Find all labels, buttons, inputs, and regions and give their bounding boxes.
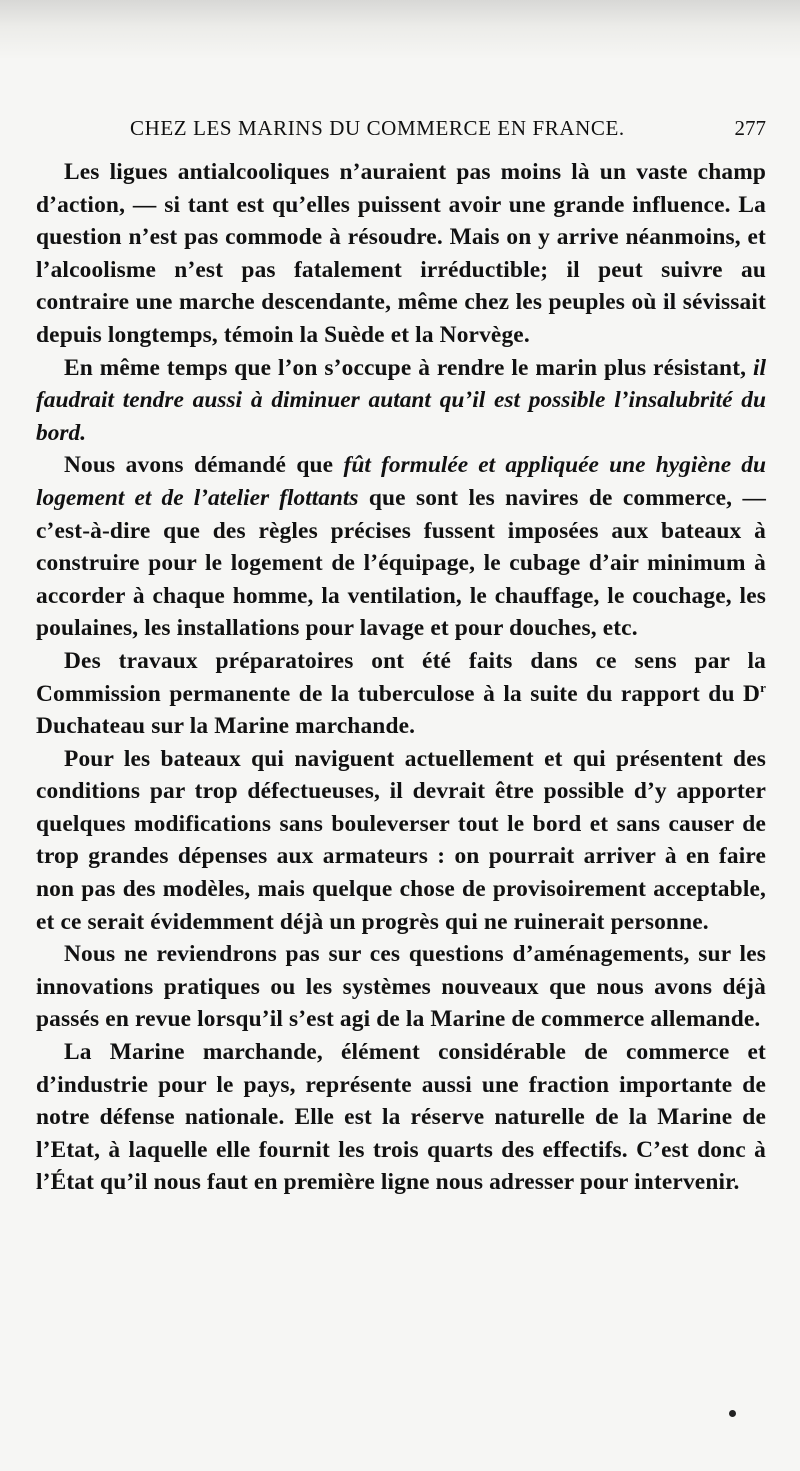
paragraph-3 <box>36 449 766 645</box>
paragraph-7: La Marine marchande, élément considérable de commerce et d’industrie pour le pays, représente aussi une fraction importante de notre défense nationale. Elle est la réserve naturelle de la Marine de l’Etat, à laquelle elle fournit les trois quarts des effectifs. C’est donc à l’État qu’il nous faut en première ligne nous adresser pour intervenir. <box>36 1039 766 1196</box>
paragraph-3-text-b: que sont les navires de commerce, — c’est-à-dire que des règles précises fussent imposées aux bateaux à construire pour le logement de l’équipage, le cubage d’air minimum à accorder à chaque homme, la ventilation, le chauffage, le couchage, les poulaines, les installations pour lavage et pour douches, etc. <box>36 484 767 642</box>
paragraph-4-text-a: Des travaux préparatoires ont été faits dans ce sens par la Commission permanente de la tuberculose à la suite du rapport du D <box>36 647 766 707</box>
paragraph-2-italic: il faudrait tendre aussi à diminuer autant qu’il est possible l’insalubrité du bord. <box>36 354 766 446</box>
paragraph-1: Les ligues antialcooliques n’auraient pas moins là un vaste champ d’action, — si tant est qu’elles puissent avoir une grande influence. La question n’est pas commode à résoudre. Mais on y arrive néanmoins, et l’alcoolisme n’est pas fatalement irréductible; il peut suivre au contraire une marche descendante, même chez les peuples où il sévissait depuis longtemps, témoin la Suède et la Norvège. <box>36 159 766 348</box>
paragraph-2-text: En même temps que l’on s’occupe à rendre le marin plus résistant, <box>64 354 747 381</box>
page-header <box>130 116 766 146</box>
paragraph-2 <box>36 352 766 450</box>
body-text <box>36 156 766 1199</box>
paragraph-3-text-a: Nous avons démandé que <box>64 452 334 479</box>
paragraph-6: Nous ne reviendrons pas sur ces questions d’aménagements, sur les innovations pratiques ou les systèmes nouveaux que nous avons déjà passés en revue lorsqu’il s’est agi de la Marine de commerce allemande. <box>36 941 766 1033</box>
paragraph-3-italic: fût formulée et appliquée une hygiène du logement et de l’atelier flottants <box>36 452 767 511</box>
page-number: 277 <box>734 116 766 140</box>
running-head: CHEZ LES MARINS DU COMMERCE EN FRANCE. <box>130 116 625 140</box>
paragraph-4-superscript: r <box>760 679 766 695</box>
paragraph-4-text-b: Duchateau sur la Marine marchande. <box>36 713 416 740</box>
ink-dot-mark <box>729 1410 736 1417</box>
paragraph-4 <box>36 645 766 743</box>
paragraph-5: Pour les bateaux qui naviguent actuellement et qui présentent des conditions par trop défectueuses, il devrait être possible d’y apporter quelques modifications sans bouleverser tout le bord et sans causer de trop grandes dépenses aux armateurs : on pourrait arriver à en faire non pas des modèles, mais quelque chose de provisoirement acceptable, et ce serait évidemment déjà un progrès qui ne ruinerait personne. <box>36 745 766 935</box>
page-top-shadow <box>0 0 800 60</box>
